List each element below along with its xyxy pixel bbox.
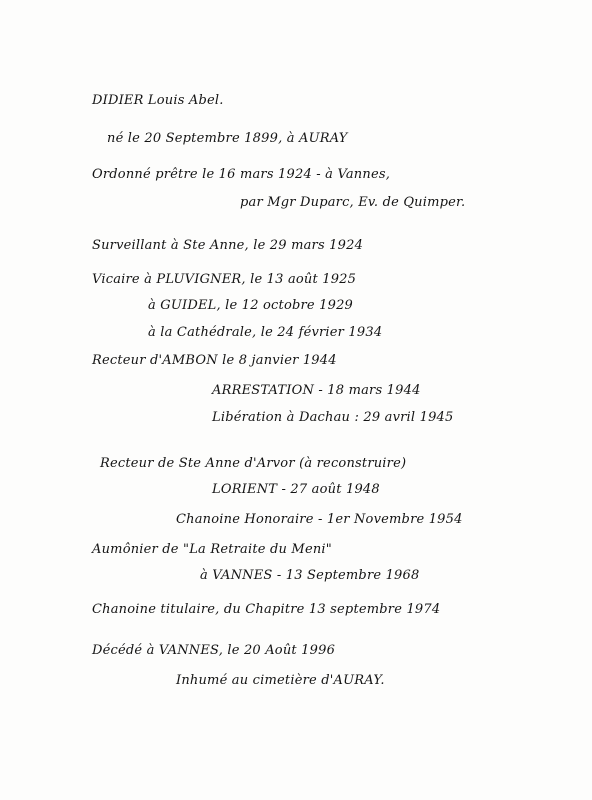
vicaire-cathedrale-line: à la Cathédrale, le 24 février 1934 [148, 325, 383, 340]
vicaire-pluvigner-line: Vicaire à PLUVIGNER, le 13 août 1925 [92, 272, 357, 287]
ordination-by-line: par Mgr Duparc, Ev. de Quimper. [240, 195, 466, 210]
liberation-line: Libération à Dachau : 29 avril 1945 [212, 410, 454, 425]
aumonier-vannes-line: à VANNES - 13 Septembre 1968 [200, 568, 420, 583]
birth-line: né le 20 Septembre 1899, à AURAY [107, 131, 348, 146]
aumonier-line: Aumônier de "La Retraite du Meni" [92, 542, 332, 557]
ordination-line: Ordonné prêtre le 16 mars 1924 - à Vannes, [92, 167, 391, 182]
person-name: DIDIER Louis Abel. [92, 93, 224, 108]
chanoine-titulaire-line: Chanoine titulaire, du Chapitre 13 septembre 1974 [92, 602, 441, 617]
recteur-arvor-line: Recteur de Ste Anne d'Arvor (à reconstruire) [100, 456, 407, 471]
vicaire-guidel-line: à GUIDEL, le 12 octobre 1929 [148, 298, 354, 313]
surveillant-line: Surveillant à Ste Anne, le 29 mars 1924 [92, 238, 364, 253]
chanoine-honoraire-line: Chanoine Honoraire - 1er Novembre 1954 [176, 512, 463, 527]
deces-line: Décédé à VANNES, le 20 Août 1996 [92, 643, 336, 658]
arrestation-line: ARRESTATION - 18 mars 1944 [212, 383, 421, 398]
recteur-ambon-line: Recteur d'AMBON le 8 janvier 1944 [92, 353, 337, 368]
lorient-line: LORIENT - 27 août 1948 [212, 482, 380, 497]
inhume-line: Inhumé au cimetière d'AURAY. [176, 673, 385, 688]
